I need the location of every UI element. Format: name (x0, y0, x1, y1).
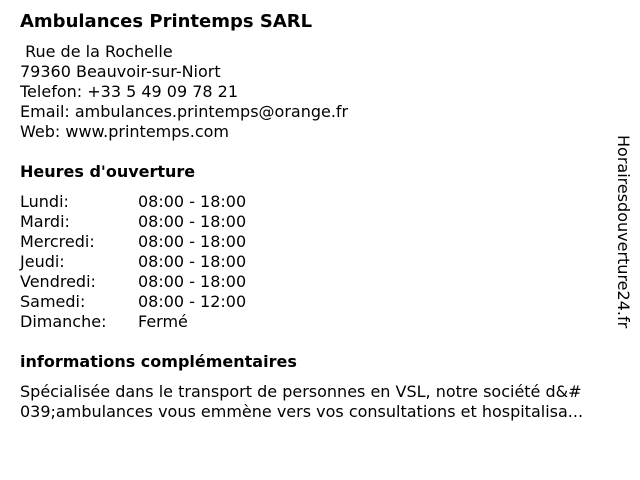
day-label: Jeudi: (20, 252, 65, 271)
hours-row-wednesday (20, 232, 610, 252)
phone-number: Telefon: +33 5 49 09 78 21 (20, 82, 239, 101)
time-value: 08:00 - 18:00 (138, 272, 247, 291)
hours-row-sunday (20, 312, 610, 332)
day-label: Lundi: (20, 192, 69, 211)
website-address: Web: www.printemps.com (20, 122, 230, 141)
city-address: 79360 Beauvoir-sur-Niort (20, 62, 221, 81)
email-address: Email: ambulances.printemps@orange.fr (20, 102, 349, 121)
additional-info-heading: informations complémentaires (20, 352, 297, 371)
time-value: Fermé (138, 312, 188, 331)
business-description (20, 382, 640, 422)
opening-hours-table (20, 192, 610, 332)
hours-row-thursday (20, 252, 610, 272)
day-label: Vendredi: (20, 272, 96, 291)
business-card (20, 10, 610, 422)
day-label: Samedi: (20, 292, 86, 311)
hours-row-saturday (20, 292, 610, 312)
time-value: 08:00 - 18:00 (138, 232, 247, 251)
time-value: 08:00 - 18:00 (138, 252, 247, 271)
time-value: 08:00 - 18:00 (138, 192, 247, 211)
time-value: 08:00 - 12:00 (138, 292, 247, 311)
time-value: 08:00 - 18:00 (138, 212, 247, 231)
opening-hours-heading: Heures d'ouverture (20, 162, 196, 181)
description-line-2: 039;ambulances vous emmène vers vos consultations et hospitalisa... (20, 402, 584, 421)
business-name: Ambulances Printemps SARL (20, 11, 313, 32)
day-label: Mardi: (20, 212, 70, 231)
hours-row-monday (20, 192, 610, 212)
day-label: Mercredi: (20, 232, 95, 251)
street-address: Rue de la Rochelle (20, 42, 173, 61)
day-label: Dimanche: (20, 312, 107, 331)
hours-row-friday (20, 272, 610, 292)
description-line-1: Spécialisée dans le transport de personnes en VSL, notre société d&# (20, 382, 582, 401)
site-watermark: Horairesdouverture24.fr (614, 135, 633, 329)
hours-row-tuesday (20, 212, 610, 232)
